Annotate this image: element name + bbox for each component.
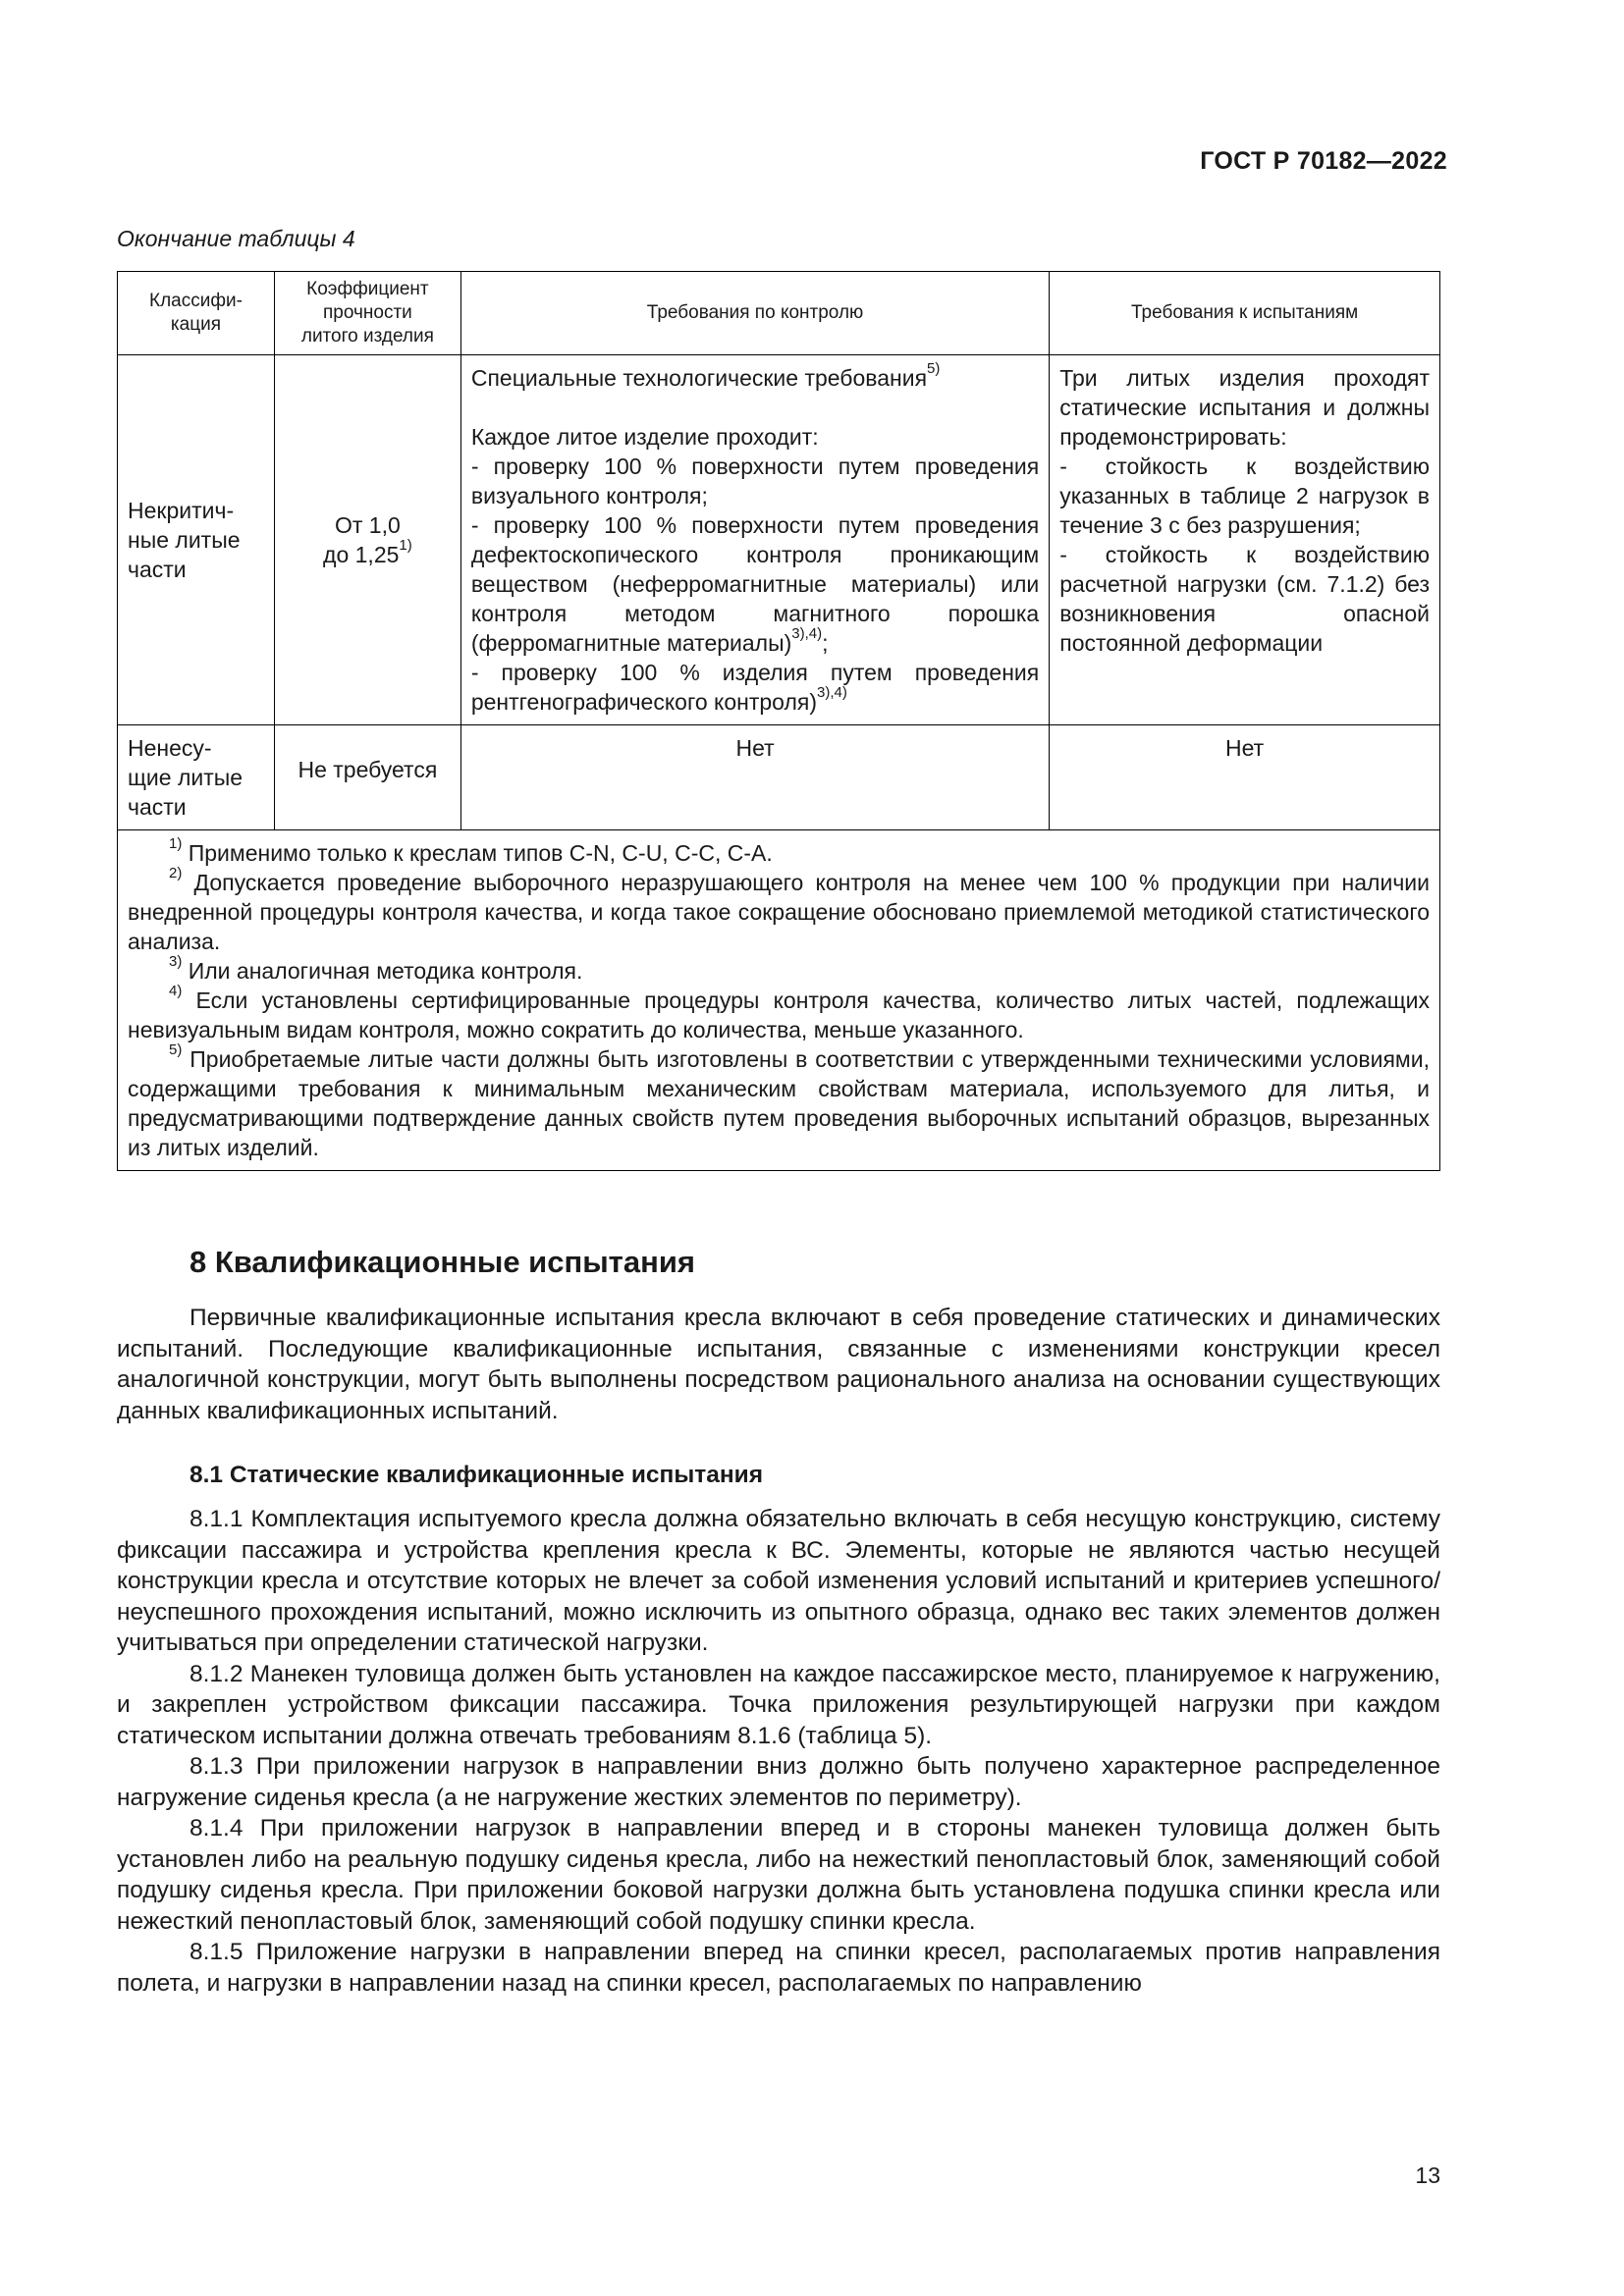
paragraph: 8.1.2 Манекен туловища должен быть установлен на каждое пассажирское место, планируемое к нагружению, и закреплен устройством фиксации пассажира. Точка приложения результирующей нагрузки при каждом статическом испытании должна отвечать требованиям 8.1.6 (таблица 5). bbox=[117, 1660, 1440, 1749]
document-id: ГОСТ Р 70182—2022 bbox=[1200, 147, 1447, 175]
footnote: $^{5)}$ Приобретаемые литые части должны быть изготовлены в соответствии с утвержденными техническими условиями, содержащими требования к минимальным механическим свойствам материала, используемого для литья, и предусматривающими подтверждение данных свойств путем проведения выборочных испытаний образцов, вырезанных из литых изделий. bbox=[128, 1041, 1430, 1160]
col-header-coefficient: Коэффициент прочности литого изделия bbox=[274, 272, 460, 355]
footnote: $^{3)}$ Или аналогичная методика контроля. bbox=[169, 953, 583, 984]
section-title: 8 Квалификационные испытания bbox=[189, 1245, 695, 1279]
cell-classification: Некритич- ные литые части bbox=[118, 355, 275, 725]
cell-coefficient: Не требуется bbox=[274, 725, 460, 830]
cell-test-requirements: Три литых изделия проходят статические испытания и должны продемонстрировать: - стойкость к воздействию указанных в таблице 2 нагрузок в течение 3 с без разрушения; - стойкость к воздействию расчетной нагрузки (см. 7.1.2) без возникновения опасной постоянной деформации bbox=[1050, 355, 1440, 725]
table-notes-row bbox=[118, 830, 1440, 1171]
footnote: $^{4)}$ Если установлены сертифицированные процедуры контроля качества, количество литых частей, подлежащих невизуальным видам контроля, можно сократить до количества, меньше указанного. bbox=[128, 983, 1430, 1042]
paragraph: 8.1.4 При приложении нагрузок в направлении вперед и в стороны манекен туловища должен быть установлен либо на реальную подушку сиденья кресла, либо на нежесткий пенопластовый блок, заменяющий собой подушку сиденья кресла. При приложении боковой нагрузки должна быть установлена подушка спинки кресла или нежесткий пенопластовый блок, заменяющий собой подушку спинки кресла. bbox=[117, 1815, 1440, 1935]
cell-control-requirements: Нет bbox=[460, 725, 1049, 830]
page-number: 13 bbox=[1415, 2163, 1440, 2188]
cell-classification: Ненесу- щие литые части bbox=[118, 725, 275, 830]
col-header-classification: Классифи- кация bbox=[118, 272, 275, 355]
paragraph: 8.1.5 Приложение нагрузки в направлении вперед на спинки кресел, располагаемых против направления полета, и нагрузки в направлении назад на спинки кресел, располагаемых по направлению bbox=[117, 1939, 1440, 1997]
paragraph: 8.1.3 При приложении нагрузок в направлении вниз должно быть получено характерное распределенное нагружение сиденья кресла (а не нагружение жестких элементов по периметру). bbox=[117, 1753, 1440, 1811]
table-row bbox=[118, 725, 1440, 830]
paragraph: 8.1.1 Комплектация испытуемого кресла должна обязательно включать в себя несущую конструкцию, систему фиксации пассажира и устройства крепления кресла к ВС. Элементы, которые не являются частью несущей конструкции кресла и отсутствие которых не влечет за собой изменения условий испытаний и критериев успешного/неуспешного прохождения испытаний, можно исключить из опытного образца, однако вес таких элементов должен учитываться при определении статической нагрузки. bbox=[117, 1506, 1440, 1656]
subsection-body bbox=[117, 1504, 1440, 1999]
cell-coefficient: От 1,0 до 1,25$^{1)}$ bbox=[274, 355, 460, 725]
table-footnotes bbox=[118, 830, 1440, 1171]
footnote: $^{1)}$ Применимо только к креслам типов C-N, C-U, C-C, C-A. bbox=[169, 835, 773, 866]
table-row bbox=[118, 355, 1440, 725]
subsection-title: 8.1 Статические квалификационные испытания bbox=[189, 1462, 764, 1488]
paragraph: Первичные квалификационные испытания кресла включают в себя проведение статических и динамических испытаний. Последующие квалификационные испытания, связанные с изменениями конструкции кресел аналогичной конструкции, могут быть выполнены посредством рационального анализа на основании существующих данных квалификационных испытаний. bbox=[117, 1305, 1440, 1424]
footnote: $^{2)}$ Допускается проведение выборочного неразрушающего контроля на менее чем 100 % продукции при наличии внедренной процедуры контроля качества, и когда такое сокращение обосновано приемлемой методикой статистического анализа. bbox=[128, 865, 1431, 954]
cell-test-requirements: Нет bbox=[1050, 725, 1440, 830]
table-caption: Окончание таблицы 4 bbox=[117, 226, 355, 251]
col-header-test-requirements: Требования к испытаниям bbox=[1050, 272, 1440, 355]
table-4 bbox=[117, 271, 1440, 1171]
cell-control-requirements: Специальные технологические требования$^{5)}$ Каждое литое изделие проходит: - проверку 100 % поверхности путем проведения визуального контроля; - проверку 100 % поверхности путем проведения дефектоскопического контроля проникающим веществом (неферромагнитные материалы) или контроля методом магнитного порошка (ферромагнитные материалы)$^{3),4)}$; - проверку 100 % изделия путем проведения рентгенографического контроля)$^{3),4)}$ bbox=[460, 355, 1049, 725]
section-intro bbox=[117, 1303, 1440, 1426]
table-header-row bbox=[118, 272, 1440, 355]
col-header-control-requirements: Требования по контролю bbox=[460, 272, 1049, 355]
